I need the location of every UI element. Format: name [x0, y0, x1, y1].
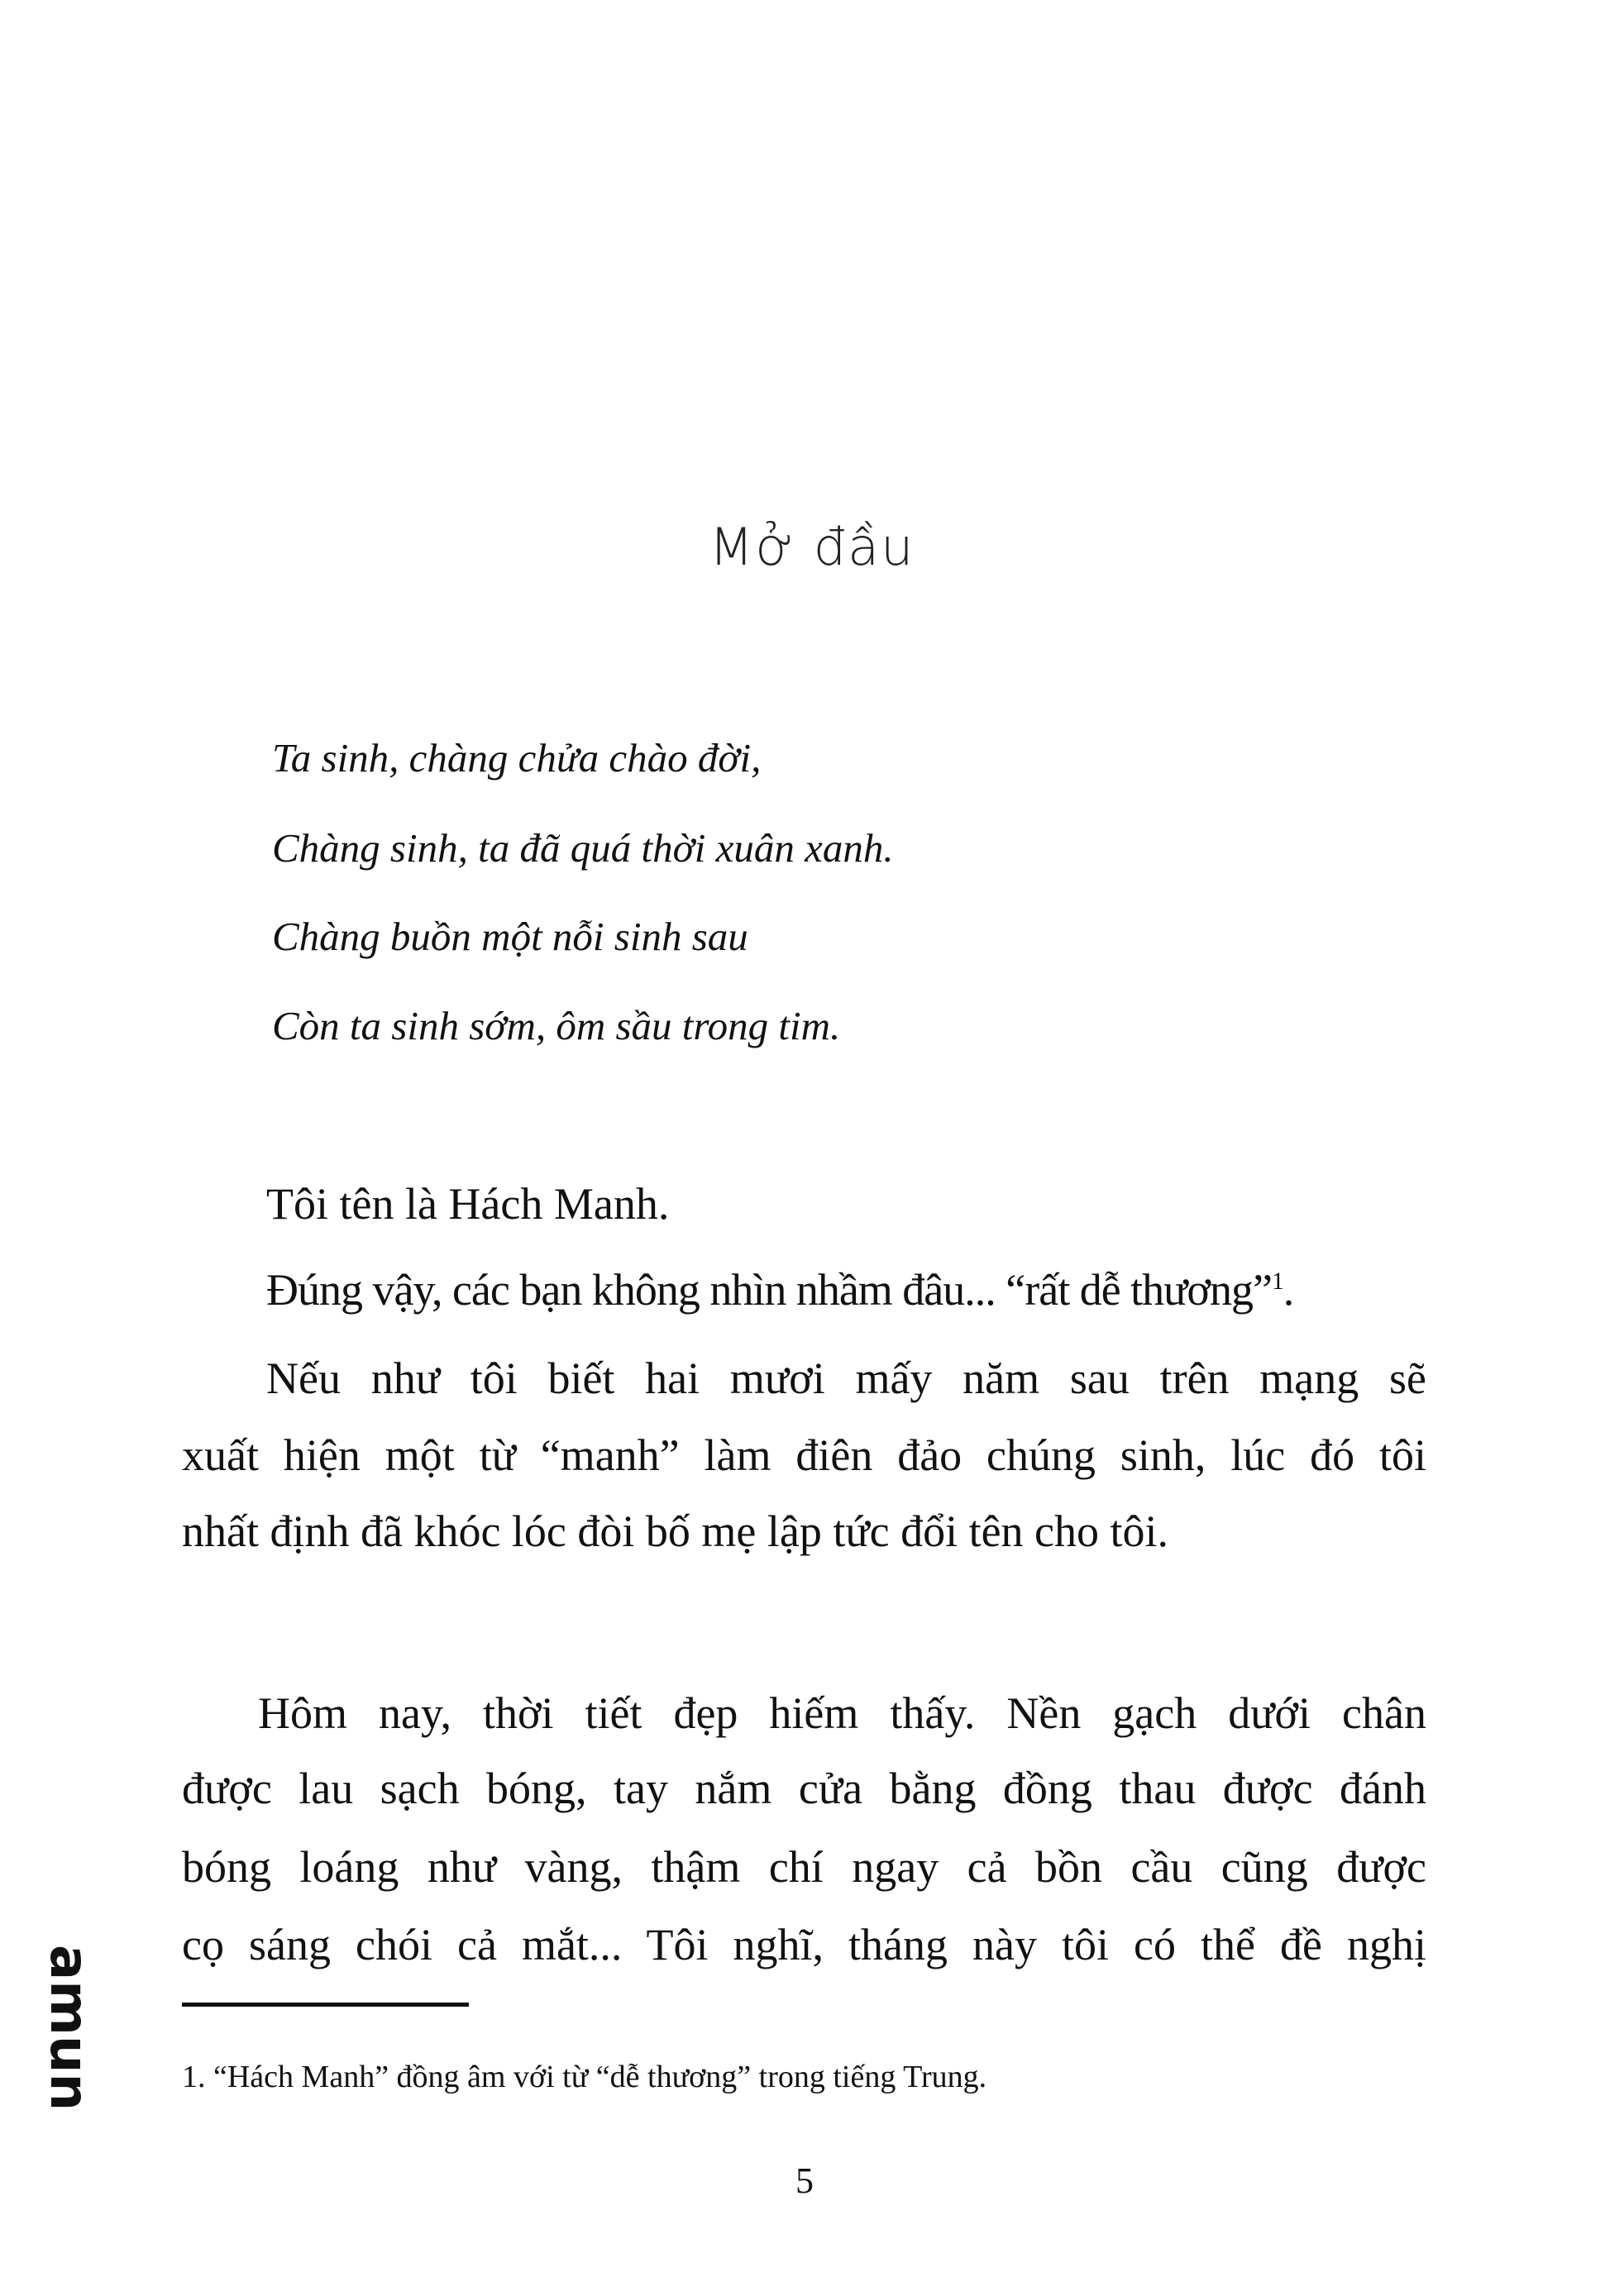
- paragraph-line: Tôi tên là Hách Manh.: [266, 1179, 670, 1229]
- footnote: 1. “Hách Manh” đồng âm với từ “dễ thương” trong tiếng Trung.: [182, 2060, 987, 2094]
- paragraph-line: Nếu như tôi biết hai mươi mấy năm sau trên mạng sẽ: [266, 1353, 1426, 1403]
- poem-line: Chàng sinh, ta đã quá thời xuân xanh.: [272, 825, 894, 871]
- poem-line: Chàng buồn một nỗi sinh sau: [272, 914, 748, 959]
- paragraph-line: xuất hiện một từ “manh” làm điên đảo chúng sinh, lúc đó tôi: [182, 1430, 1426, 1480]
- paragraph-line: được lau sạch bóng, tay nắm cửa bằng đồng thau được đánh: [182, 1764, 1426, 1813]
- paragraph-line: nhất định đã khóc lóc đòi bố mẹ lập tức đổi tên cho tôi.: [182, 1506, 1169, 1556]
- publisher-logo: amun: [38, 1945, 99, 2111]
- poem-line: Còn ta sinh sớm, ôm sầu trong tim.: [272, 1003, 841, 1048]
- paragraph-line: cọ sáng chói cả mắt... Tôi nghĩ, tháng này tôi có thể đề nghị: [182, 1920, 1426, 1969]
- paragraph-line: [266, 1264, 1293, 1315]
- paragraph-line: Hôm nay, thời tiết đẹp hiếm thấy. Nền gạch dưới chân: [258, 1688, 1426, 1738]
- period: .: [1282, 1265, 1294, 1315]
- chapter-title: Mở đầu: [709, 517, 915, 577]
- footnote-divider: [182, 2003, 469, 2007]
- footnote-reference[interactable]: 1: [1271, 1268, 1283, 1295]
- page-number: 5: [795, 2160, 814, 2201]
- paragraph-text: Đúng vậy, các bạn không nhìn nhầm đâu... “rất dễ thương”: [266, 1265, 1272, 1315]
- poem-line: Ta sinh, chàng chửa chào đời,: [272, 735, 762, 781]
- paragraph-line: bóng loáng như vàng, thậm chí ngay cả bồn cầu cũng được: [182, 1842, 1426, 1892]
